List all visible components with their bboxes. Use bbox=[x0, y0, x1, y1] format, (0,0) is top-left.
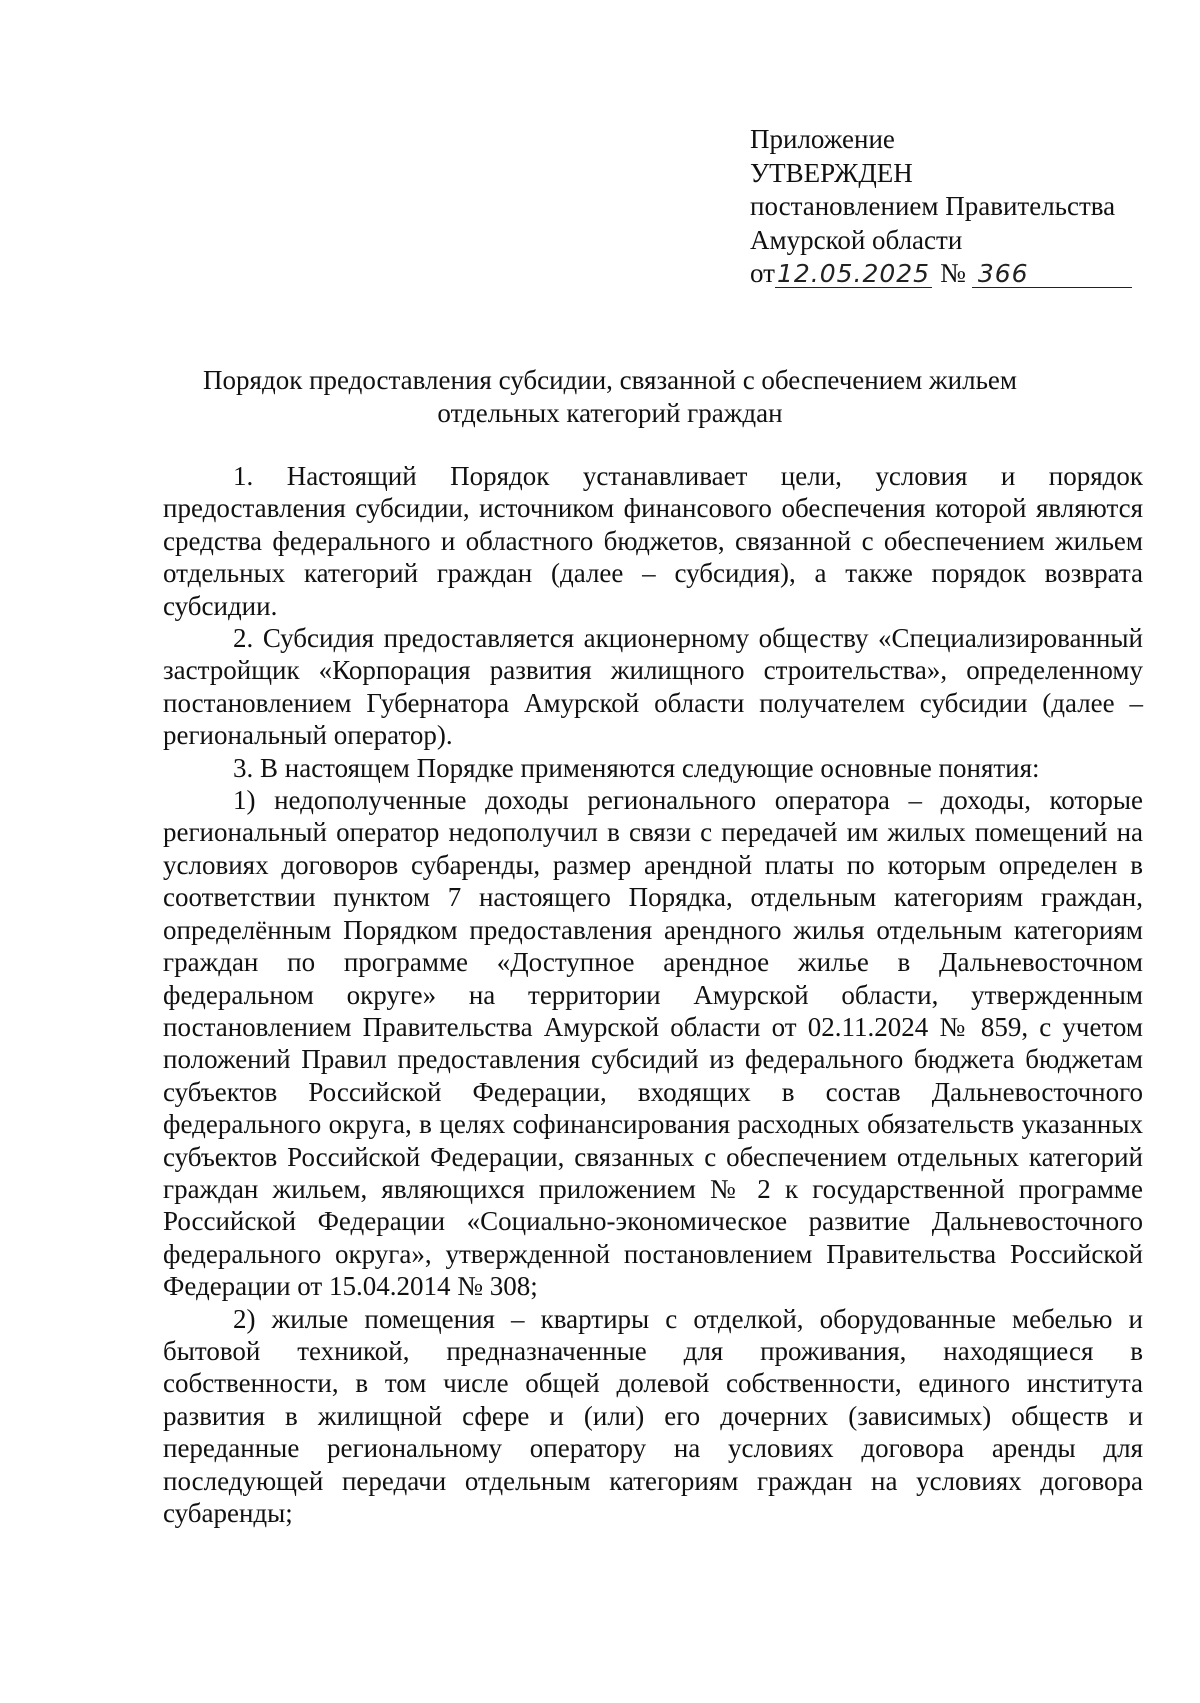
approval-approved-label: УТВЕРЖДЕН bbox=[750, 157, 913, 188]
handwritten-date: 12.05.2025 bbox=[776, 259, 931, 288]
paragraph-1: 1. Настоящий Порядок устанавливает цели, условия и порядок предоставления субсидии, источником финансового обеспечения которой являются средства федерального и областного бюджетов, связанной с обеспечением жильем отдельных категорий граждан (далее – субсидия), а также порядок возврата субсидии. bbox=[163, 461, 1143, 621]
approval-appendix-label: Приложение bbox=[750, 124, 895, 154]
document-body bbox=[163, 460, 1143, 1529]
number-sign: № bbox=[940, 258, 966, 288]
paragraph-2: 2. Субсидия предоставляется акционерному обществу «Специализированный застройщик «Корпорация развития жилищного строительства», определенному постановлением Губернатора Амурской области получателем субсидии (далее – региональный оператор). bbox=[163, 623, 1143, 751]
document-title bbox=[160, 364, 1060, 430]
approval-region-label: Амурской области bbox=[750, 224, 963, 255]
approval-resolution-label: постановлением Правительства bbox=[750, 191, 1116, 221]
paragraph-3-item-1: 1) недополученные доходы регионального оператора – доходы, которые региональный оператор недополучил в связи с передачей им жилых помещений на условиях договоров субаренды, размер арендной платы по которым определен в соответствии пунктом 7 настоящего Порядка, отдельным категориям граждан, определённым Порядком предоставления арендного жилья отдельным категориям граждан по программе «Доступное арендное жилье в Дальневосточном федеральном округе» на территории Амурской области, утвержденным постановлением Правительства Амурской области от 02.11.2024 № 859, с учетом положений Правил предоставления субсидий из федерального бюджета бюджетам субъектов Российской Федерации, входящих в состав Дальневосточного федерального округа, в целях софинансирования расходных обязательств указанных субъектов Российской Федерации, связанных с обеспечением отдельных категорий граждан жильем, являющихся приложением № 2 к государственной программе Российской Федерации «Социально-экономическое развитие Дальневосточного федерального округа», утвержденной постановлением Правительства Российской Федерации от 15.04.2014 № 308; bbox=[163, 785, 1143, 1302]
date-prefix: от bbox=[750, 258, 775, 288]
approval-date-number-line bbox=[750, 257, 1160, 291]
title-line-1: Порядок предоставления субсидии, связанной с обеспечением жильем bbox=[203, 365, 1017, 395]
paragraph-3-item-2: 2) жилые помещения – квартиры с отделкой, оборудованные мебелью и бытовой техникой, предназначенные для проживания, находящиеся в собственности, в том числе общей долевой собственности, единого института развития в жилищной сфере и (или) его дочерних (зависимых) обществ и переданные региональному оператору на условиях договора аренды для последующей передачи отдельным категориям граждан на условиях договора субаренды; bbox=[163, 1303, 1143, 1528]
title-line-2: отдельных категорий граждан bbox=[437, 398, 783, 428]
handwritten-number: 366 bbox=[972, 261, 1132, 288]
approval-block bbox=[750, 123, 1160, 291]
paragraph-3: 3. В настоящем Порядке применяются следующие основные понятия: bbox=[233, 752, 1040, 783]
